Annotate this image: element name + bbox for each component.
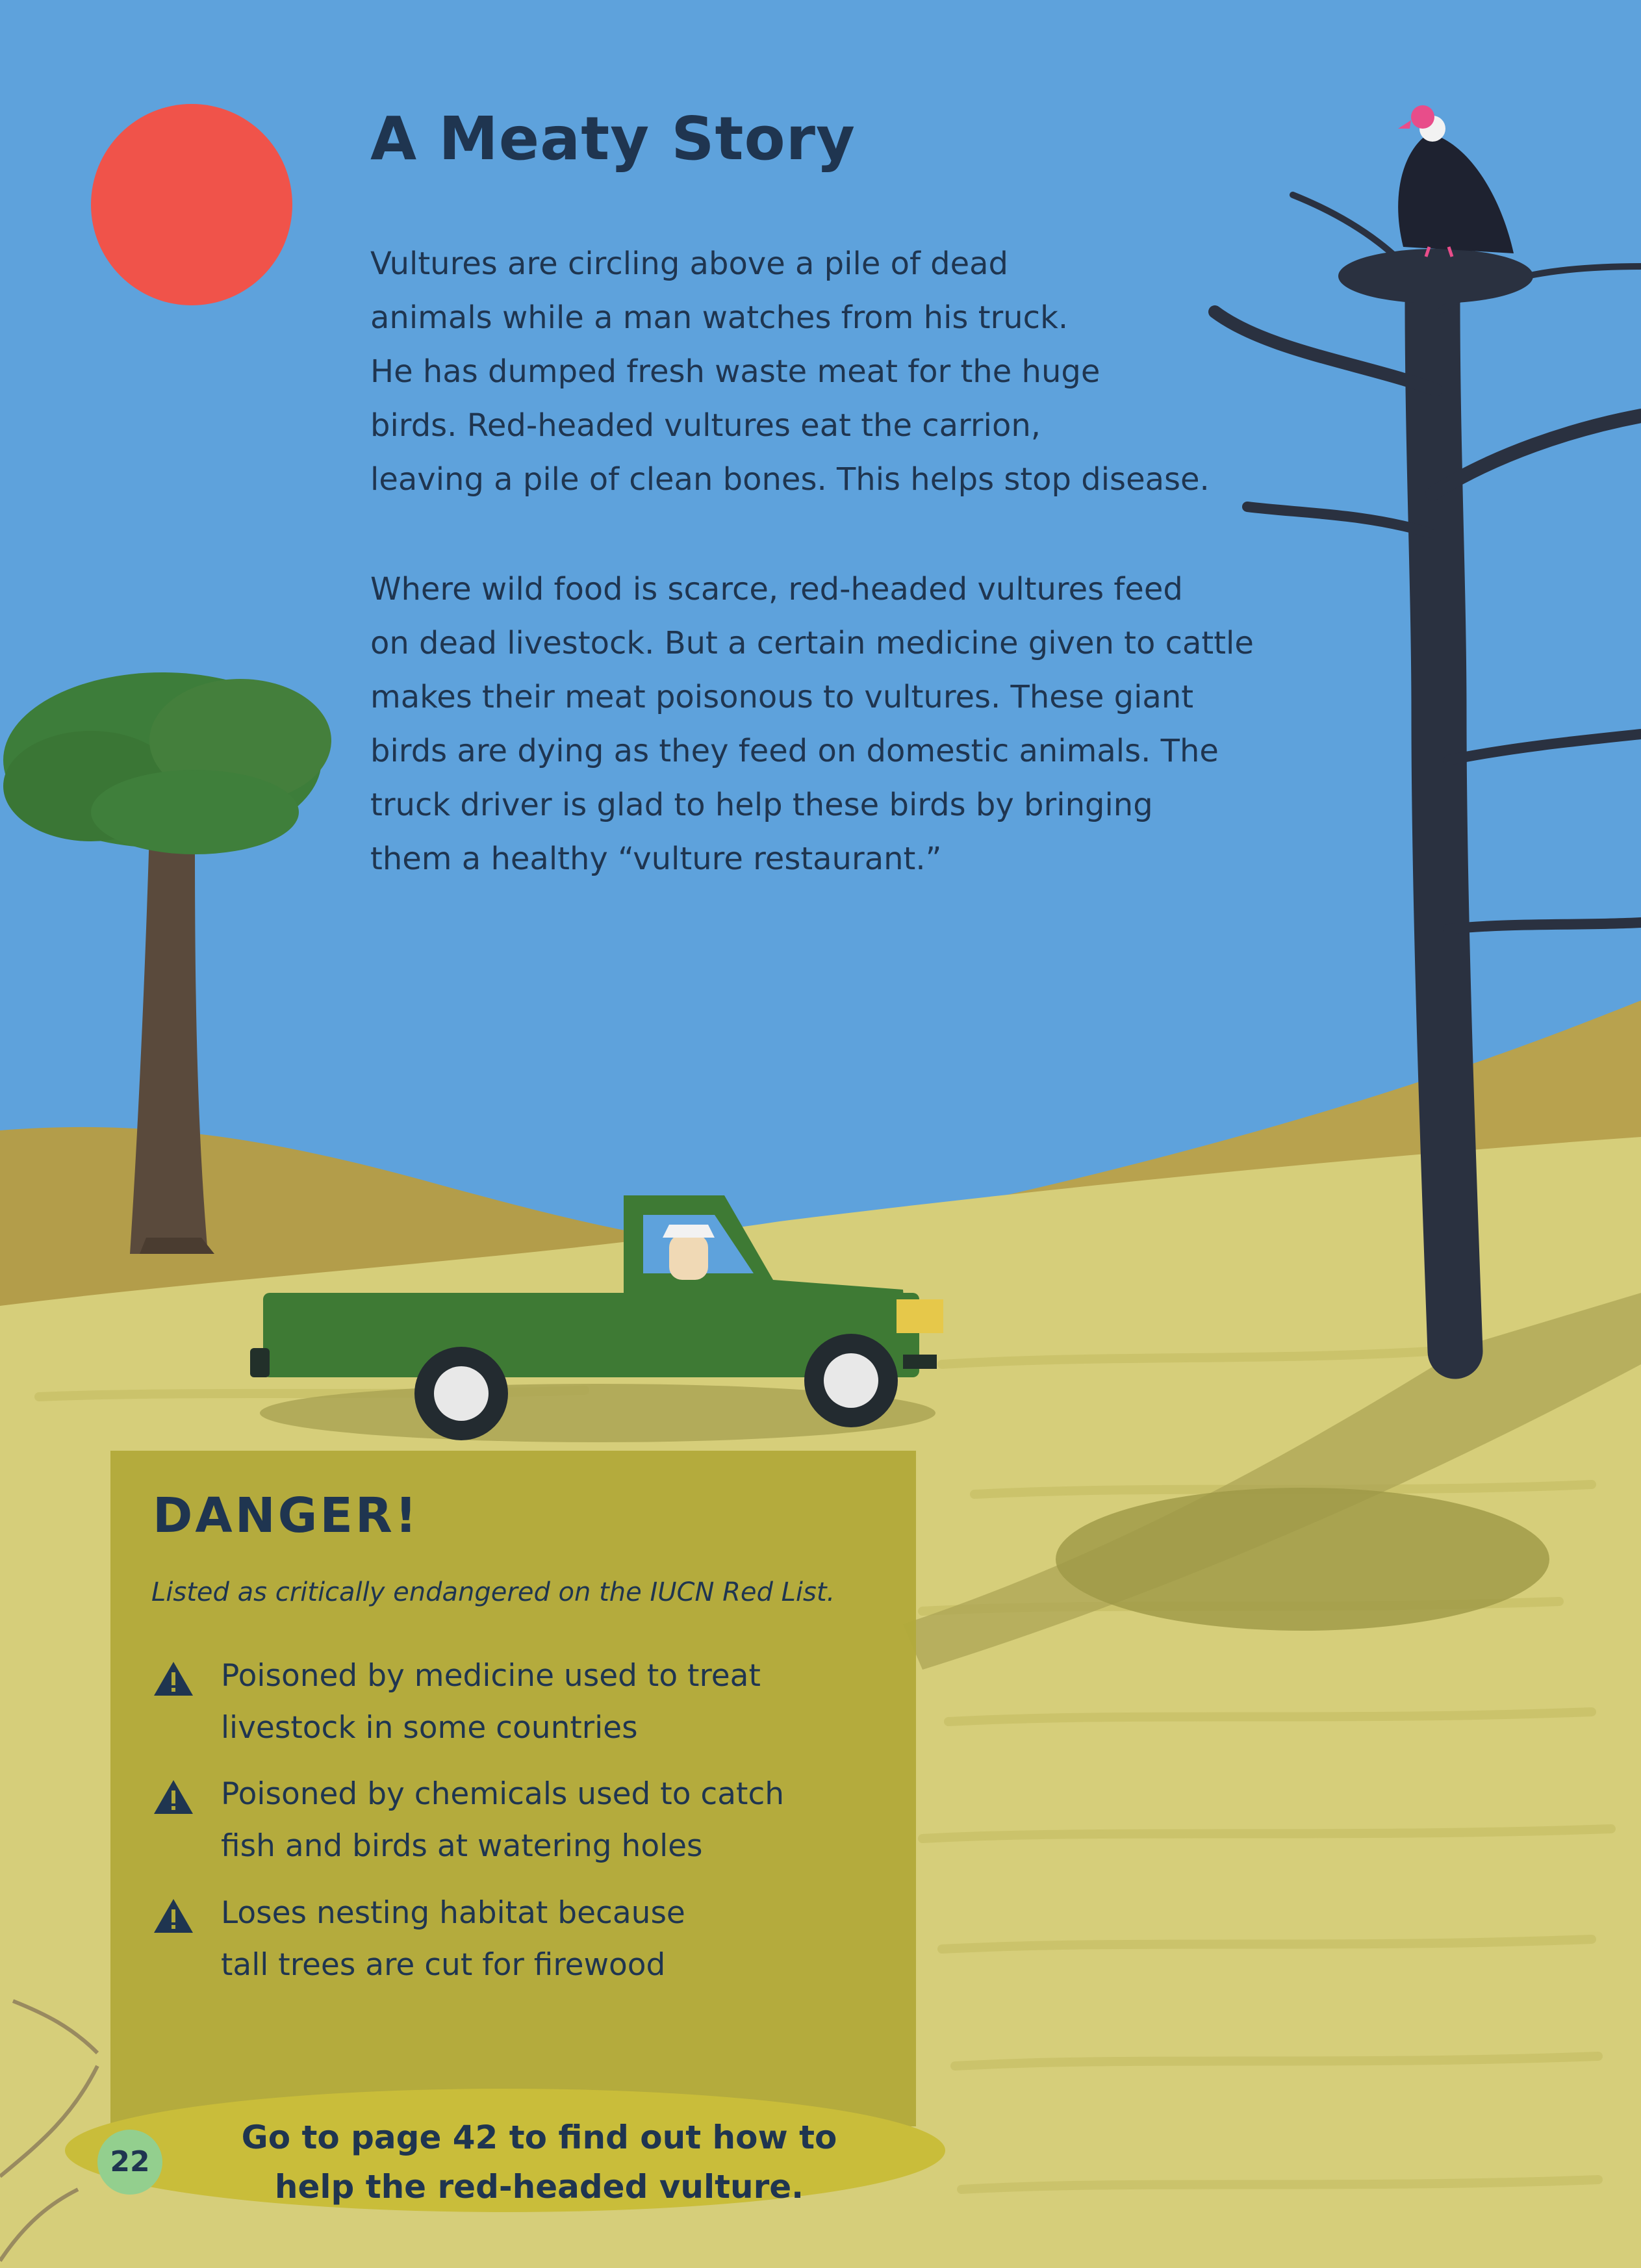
threat-text: Loses nesting habitat because — [221, 1895, 685, 1931]
story-line: makes their meat poisonous to vultures. These giant — [370, 679, 1194, 715]
story-paragraph-2 — [370, 563, 1312, 886]
warning-triangle-icon — [153, 1898, 194, 1934]
story-line: Where wild food is scarce, red-headed vultures feed — [370, 571, 1183, 607]
story-line: animals while a man watches from his truck. — [370, 299, 1069, 336]
threat-text: Poisoned by chemicals used to catch — [221, 1776, 785, 1812]
threat-text: fish and birds at watering holes — [221, 1828, 703, 1864]
canopy-shadow — [1056, 1488, 1549, 1631]
conservation-status: Listed as critically endangered on the IUCN Red List. — [151, 1577, 835, 1607]
story-line: He has dumped fresh waste meat for the huge — [370, 353, 1100, 390]
threat-text: livestock in some countries — [221, 1710, 638, 1746]
threat-text: tall trees are cut for firewood — [221, 1947, 666, 1983]
cta-line: help the red-headed vulture. — [274, 2168, 804, 2206]
story-line: on dead livestock. But a certain medicine given to cattle — [370, 625, 1254, 661]
warning-triangle-icon — [153, 1661, 194, 1697]
story-line: Vultures are circling above a pile of dead — [370, 246, 1009, 282]
danger-heading: DANGER! — [153, 1488, 420, 1544]
story-line: them a healthy “vulture restaurant.” — [370, 841, 942, 877]
cta-line: Go to page 42 to find out how to — [241, 2119, 837, 2156]
warning-triangle-icon — [153, 1779, 194, 1815]
story-title: A Meaty Story — [370, 104, 856, 173]
story-line: leaving a pile of clean bones. This helps stop disease. — [370, 461, 1210, 498]
page-number-badge: 22 — [97, 2130, 162, 2195]
story-line: birds are dying as they feed on domestic animals. The — [370, 733, 1219, 769]
threat-text: Poisoned by medicine used to treat — [221, 1658, 761, 1694]
call-to-action-text — [221, 2113, 858, 2211]
story-paragraph-1 — [370, 237, 1312, 507]
story-line: truck driver is glad to help these birds by bringing — [370, 787, 1153, 823]
story-line: birds. Red-headed vultures eat the carrion, — [370, 407, 1041, 444]
nest — [1338, 249, 1533, 303]
sun — [91, 104, 292, 305]
